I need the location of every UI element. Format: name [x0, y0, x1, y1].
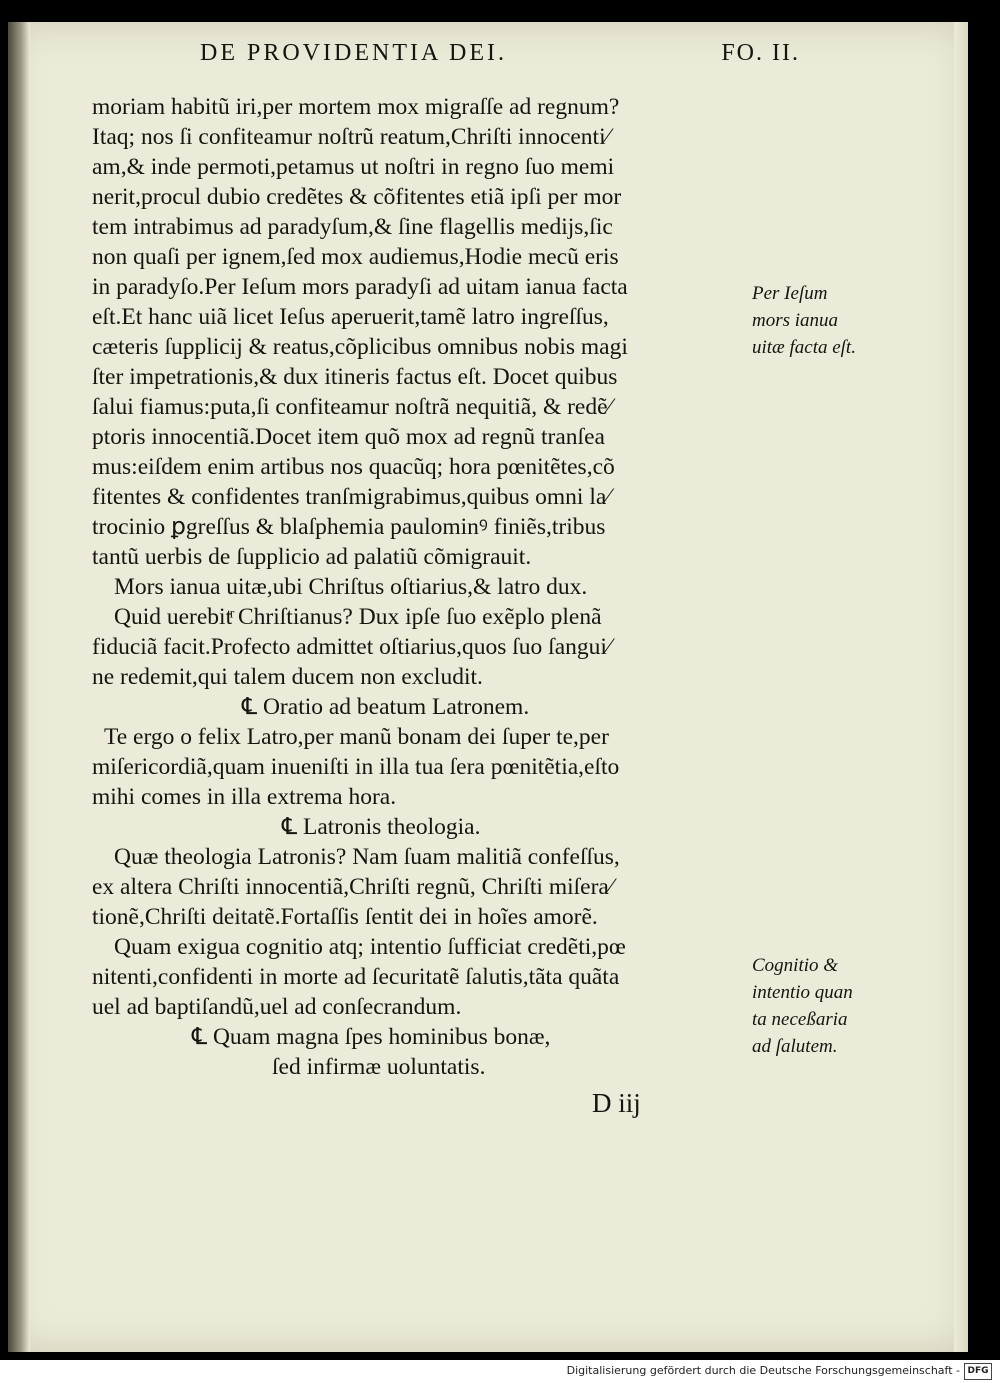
- text-line: mihi comes in illa extrema hora.: [92, 784, 397, 810]
- signature-mark: D iij: [592, 1088, 641, 1118]
- marginal-note: [752, 280, 882, 361]
- text-line: tem intrabimus ad paradyſum,& ſine flagellis medijs,ſic: [92, 214, 613, 240]
- text-line: tionẽ,Chriſti deitatẽ.Fortaſſis ſentit dei in hoĩes amorẽ.: [92, 904, 598, 930]
- marginal-note-line: ta neceßaria: [752, 1009, 848, 1030]
- marginal-note-line: uitæ facta eſt.: [752, 337, 856, 358]
- marginal-note-line: mors ianua: [752, 310, 839, 331]
- text-line: uel ad baptiſandũ,uel ad conſecrandum.: [92, 994, 462, 1020]
- text-line: nerit,procul dubio credẽtes & cõfitentes etiã ipſi per mor: [92, 184, 622, 210]
- text-line: non quaſi per ignem,ſed mox audiemus,Hodie mecũ eris: [92, 244, 619, 270]
- marginal-note: [752, 952, 882, 1060]
- text-line: ſalui fiamus:puta,ſi confiteamur noſtrã nequitiã, & redẽ⁄: [92, 394, 612, 420]
- text-line: nitenti,confidenti in morte ad ſecuritatẽ ſalutis,tãta quãta: [92, 964, 620, 990]
- text-line: fiduciã facit.Profecto admittet oſtiarius,quos ſuo ſangui⁄: [92, 634, 611, 660]
- text-line: cæteris ſupplicij & reatus,cõplicibus omnibus nobis magi: [92, 334, 628, 360]
- text-line: in paradyſo.Per Ieſum mors paradyſi ad uitam ianua facta: [92, 274, 628, 300]
- marginal-note-line: ad ſalutem.: [752, 1036, 838, 1057]
- text-line: am,& inde permoti,petamus ut noſtri in regno ſuo memi: [92, 154, 615, 180]
- text-line: Quæ theologia Latronis? Nam ſuam malitiã confeſſus,: [114, 844, 620, 870]
- body-text: [92, 92, 752, 1082]
- text-line: moriam habitũ iri,per mortem mox migraſſe ad regnum?: [92, 94, 620, 120]
- text-line: Quid uerebitͬ Chriſtianus? Dux ipſe ſuo exẽplo plenã: [114, 604, 602, 630]
- footer-bar: [0, 1360, 1000, 1383]
- binding-gutter: [8, 22, 30, 1352]
- marginal-note-line: Per Ieſum: [752, 283, 828, 304]
- text-line: ex altera Chriſti innocentiã,Chriſti regnũ, Chriſti miſera⁄: [92, 874, 613, 900]
- text-line: Mors ianua uitæ,ubi Chriſtus oſtiarius,& latro dux.: [114, 574, 588, 600]
- text-line: Quam exigua cognitio atq; intentio ſufficiat credẽti,pœ: [114, 934, 626, 960]
- text-line: Te ergo o felix Latro,per manũ bonam dei ſuper te,per: [104, 724, 609, 750]
- text-line: trocinio ꝑgreſſus & blaſphemia paulominꝰ finiẽs,tribus: [92, 514, 606, 540]
- text-line: ℄ Latronis theologia.: [282, 814, 481, 840]
- text-line: mus:eiſdem enim artibus nos quacũq; hora pœnitẽtes,cõ: [92, 454, 615, 480]
- folio-number: FO. II.: [721, 40, 800, 66]
- text-line: ℄ Quam magna ſpes hominibus bonæ,: [192, 1024, 551, 1050]
- dfg-logo: DFG: [964, 1363, 992, 1380]
- page-edge: [954, 22, 968, 1352]
- marginal-note-line: intentio quan: [752, 982, 853, 1003]
- marginal-note-line: Cognitio &: [752, 955, 839, 976]
- text-line: fitentes & confidentes tranſmigrabimus,quibus omni la⁄: [92, 484, 611, 510]
- text-line: ℄ Oratio ad beatum Latronem.: [242, 694, 530, 720]
- text-line: Itaq; nos ſi confiteamur noſtrũ reatum,Chriſti innocenti⁄: [92, 124, 610, 150]
- text-line: eſt.Et hanc uiã licet Ieſus aperuerit,tamẽ latro ingreſſus,: [92, 304, 609, 330]
- running-title: DE PROVIDENTIA DEI.: [200, 40, 507, 66]
- text-line: ſter impetrationis,& dux itineris factus eſt. Docet quibus: [92, 364, 618, 390]
- text-line: ſed infirmæ uoluntatis.: [272, 1054, 486, 1080]
- text-line: ptoris innocentiã.Docet item quõ mox ad regnũ tranſea: [92, 424, 605, 450]
- page-header: [200, 40, 800, 70]
- text-line: ne redemit,qui talem ducem non excludit.: [92, 664, 483, 690]
- funding-credit: Digitalisierung gefördert durch die Deutsche Forschungsgemeinschaft -: [566, 1364, 960, 1377]
- text-line: miſericordiã,quam inueniſti in illa tua ſera pœnitẽtia,eſto: [92, 754, 620, 780]
- text-line: tantũ uerbis de ſupplicio ad palatiũ cõmigrauit.: [92, 544, 532, 570]
